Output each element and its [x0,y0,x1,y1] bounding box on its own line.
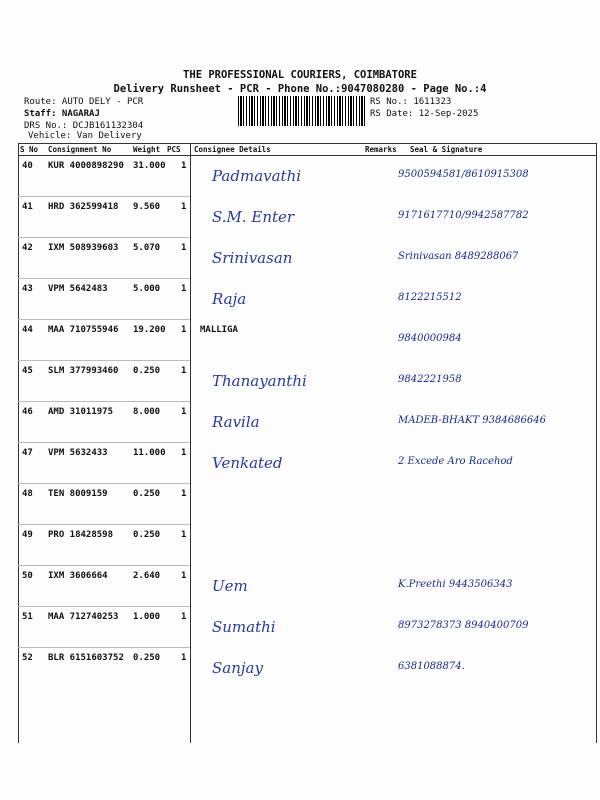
handwritten-signature: 2 Excede Aro Racehod [398,456,513,467]
drs-info: DRS No.: DCJB161132304 [24,121,144,131]
cell-pcs: 1 [181,653,187,663]
handwritten-consignee: Srinivasan [212,249,293,267]
cell-weight: 2.640 [133,571,161,581]
document-subtitle: Delivery Runsheet - PCR - Phone No.:9047080280 - Page No.:4 [113,83,487,95]
handwritten-consignee: S.M. Enter [212,208,295,226]
handwritten-signature: 9840000984 [398,333,462,344]
handwritten-consignee: Ravila [212,413,260,431]
cell-sno: 47 [22,448,33,458]
cell-cons: AMD 31011975 [48,407,114,417]
cell-cons: KUR 4000898290 [48,161,124,171]
handwritten-signature: MADEB-BHAKT 9384686646 [398,415,546,426]
cell-sno: 46 [22,407,33,417]
document-title: THE PROFESSIONAL COURIERS, COIMBATORE [183,69,417,81]
row-divider [18,237,190,238]
cell-weight: 11.000 [133,448,166,458]
row-divider [18,483,190,484]
cell-pcs: 1 [181,161,187,171]
header-divider [18,155,596,156]
cell-pcs: 1 [181,448,187,458]
handwritten-consignee: Sumathi [212,618,276,636]
cell-pcs: 1 [181,571,187,581]
cell-pcs: 1 [181,489,187,499]
row-divider [18,606,190,607]
handwritten-signature: Srinivasan 8489288067 [398,251,519,262]
handwritten-consignee: Sanjay [212,659,263,677]
row-divider [18,196,190,197]
handwritten-consignee: Uem [212,577,248,595]
cell-pcs: 1 [181,530,187,540]
cell-pcs: 1 [181,243,187,253]
route-info: Route: AUTO DELY - PCR [24,97,144,107]
cell-cons: IXM 3606664 [48,571,108,581]
cell-sno: 44 [22,325,33,335]
table-left-border [18,143,19,743]
handwritten-consignee: Padmavathi [212,167,302,185]
cell-weight: 0.250 [133,653,161,663]
row-divider [18,401,190,402]
cell-sno: 45 [22,366,33,376]
vehicle-info: Vehicle: Van Delivery [28,131,142,141]
cell-sno: 42 [22,243,33,253]
handwritten-consignee: Raja [212,290,247,308]
col-header-weight: Weight [133,145,161,154]
col-header-consignee: Consignee Details [194,145,271,154]
rs-date: RS Date: 12-Sep-2025 [370,109,479,119]
cell-pcs: 1 [181,366,187,376]
cell-pcs: 1 [181,612,187,622]
cell-pcs: 1 [181,284,187,294]
cell-cons: PRO 18428598 [48,530,114,540]
handwritten-consignee: Thanayanthi [212,372,307,390]
cell-weight: 0.250 [133,530,161,540]
col-header-consignment: Consignment No [48,145,112,154]
cell-cons: HRD 362599418 [48,202,119,212]
row-divider [18,647,190,648]
col-header-pcs: PCS [167,145,181,154]
row-divider [18,278,190,279]
cell-cons: IXM 508939603 [48,243,119,253]
row-divider [18,524,190,525]
col-header-sno: S No [20,145,39,154]
cell-pcs: 1 [181,202,187,212]
col-header-signature: Seal & Signature [410,145,483,154]
handwritten-signature: 8122215512 [398,292,462,303]
cell-cons: TEN 8009159 [48,489,108,499]
col-header-remarks: Remarks [365,145,397,154]
handwritten-signature: 9171617710/9942587782 [398,210,529,221]
cell-weight: 9.560 [133,202,161,212]
cell-pcs: 1 [181,407,187,417]
cell-sno: 51 [22,612,33,622]
cell-sno: 50 [22,571,33,581]
cell-weight: 19.200 [133,325,166,335]
cell-cons: MAA 710755946 [48,325,119,335]
table-top-border [18,143,596,144]
cell-cons: SLM 377993460 [48,366,119,376]
cell-cons: MAA 712740253 [48,612,119,622]
row-divider [18,360,190,361]
cell-weight: 0.250 [133,489,161,499]
cell-weight: 0.250 [133,366,161,376]
cell-cons: VPM 5642483 [48,284,108,294]
row-divider [18,319,190,320]
staff-info: Staff: NAGARAJ [24,109,100,119]
handwritten-consignee: Venkated [212,454,283,472]
handwritten-signature: 6381088874. [398,661,465,672]
rs-number: RS No.: 1611323 [370,97,452,107]
cell-sno: 49 [22,530,33,540]
cell-cons: BLR 6151603752 [48,653,124,663]
row-divider [18,565,190,566]
handwritten-signature: 8973278373 8940400709 [398,620,529,631]
cell-name: MALLIGA [200,325,238,335]
barcode-image [238,96,366,126]
handwritten-signature: 9500594581/8610915308 [398,169,529,180]
cell-cons: VPM 5632433 [48,448,108,458]
handwritten-signature: K.Preethi 9443506343 [398,579,513,590]
cell-sno: 41 [22,202,33,212]
row-divider [18,442,190,443]
consignee-divider [190,143,191,743]
handwritten-signature: 9842221958 [398,374,462,385]
cell-weight: 8.000 [133,407,161,417]
cell-pcs: 1 [181,325,187,335]
cell-sno: 43 [22,284,33,294]
cell-weight: 5.000 [133,284,161,294]
cell-weight: 31.000 [133,161,166,171]
cell-weight: 5.070 [133,243,161,253]
cell-weight: 1.000 [133,612,161,622]
table-right-border [596,143,597,743]
cell-sno: 52 [22,653,33,663]
cell-sno: 40 [22,161,33,171]
cell-sno: 48 [22,489,33,499]
